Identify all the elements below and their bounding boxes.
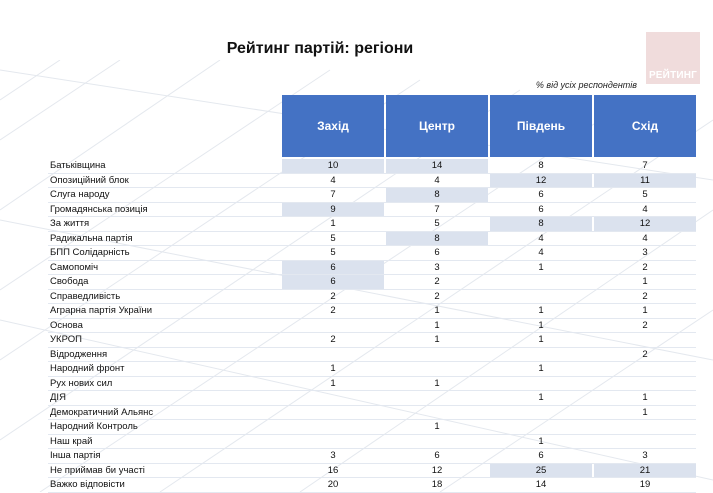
table-cell: 1 bbox=[538, 319, 544, 331]
table-cell bbox=[386, 391, 488, 405]
table-cell bbox=[490, 406, 592, 420]
table-cell: 2 bbox=[642, 319, 648, 331]
row-label: Самопоміч bbox=[50, 261, 99, 273]
table-cell: 1 bbox=[642, 276, 648, 287]
row-label: Громадянська позиція bbox=[50, 203, 148, 215]
row-label: Батьківщина bbox=[50, 160, 106, 171]
table-cell bbox=[282, 319, 384, 333]
table-cell: 2 bbox=[434, 276, 440, 287]
table-cell: 8 bbox=[538, 160, 544, 171]
table-row bbox=[48, 435, 696, 450]
row-label: Відродження bbox=[50, 348, 108, 360]
table-cell bbox=[490, 377, 592, 391]
table-row bbox=[48, 304, 696, 319]
table-cell: 4 bbox=[538, 232, 544, 244]
table-cell: 5 bbox=[434, 218, 440, 229]
table-row bbox=[48, 333, 696, 348]
row-label: Наш край bbox=[50, 435, 93, 447]
row-label: Важко відповісти bbox=[50, 479, 125, 490]
table-cell: 21 bbox=[594, 464, 696, 478]
table-row bbox=[48, 478, 696, 493]
table-cell: 1 bbox=[642, 392, 648, 403]
table-cell: 7 bbox=[434, 203, 440, 215]
row-label: Слуга народу bbox=[50, 189, 110, 200]
table-cell bbox=[282, 435, 384, 449]
table-cell bbox=[594, 435, 696, 449]
table-cell: 2 bbox=[330, 334, 336, 345]
table-cell: 14 bbox=[535, 479, 547, 490]
table-cell: 25 bbox=[490, 464, 592, 478]
table-cell: 6 bbox=[538, 203, 544, 215]
table-cell: 1 bbox=[434, 334, 440, 345]
table-cell: 16 bbox=[327, 464, 339, 476]
table-cell: 8 bbox=[386, 232, 488, 246]
table-cell: 1 bbox=[538, 392, 544, 403]
row-label: Опозиційний блок bbox=[50, 174, 129, 186]
table-cell: 1 bbox=[538, 334, 544, 345]
table-row bbox=[48, 246, 696, 261]
row-label: Рух нових сил bbox=[50, 377, 113, 389]
table-cell bbox=[282, 391, 384, 405]
table-row bbox=[48, 159, 696, 174]
table-cell: 4 bbox=[434, 174, 440, 186]
table-cell: 12 bbox=[594, 217, 696, 231]
row-label: Свобода bbox=[50, 276, 89, 287]
table-cell: 6 bbox=[538, 189, 544, 200]
table-cell bbox=[386, 362, 488, 376]
table-row bbox=[48, 391, 696, 406]
table-cell: 19 bbox=[639, 479, 651, 490]
table-cell: 5 bbox=[642, 189, 648, 200]
table-cell: 1 bbox=[330, 377, 336, 389]
table-row bbox=[48, 188, 696, 203]
table-cell: 6 bbox=[538, 450, 544, 461]
row-label: Радикальна партія bbox=[50, 232, 133, 244]
row-label: Народний фронт bbox=[50, 363, 125, 374]
row-label: Аграрна партія України bbox=[50, 305, 153, 316]
table-cell bbox=[386, 435, 488, 449]
table-cell: 20 bbox=[327, 479, 339, 490]
table-cell: 6 bbox=[282, 261, 384, 275]
row-label: Народний Контроль bbox=[50, 421, 138, 432]
row-label: Інша партія bbox=[50, 450, 101, 461]
table-cell: 1 bbox=[330, 218, 336, 229]
row-label: Справедливість bbox=[50, 290, 121, 302]
table-cell: 1 bbox=[538, 435, 544, 447]
table-cell bbox=[490, 420, 592, 434]
table-cell: 18 bbox=[431, 479, 443, 490]
table-cell: 3 bbox=[330, 450, 336, 461]
table-cell: 8 bbox=[490, 217, 592, 231]
table-cell: 1 bbox=[642, 406, 648, 418]
table-row bbox=[48, 449, 696, 464]
table-cell: 1 bbox=[538, 363, 544, 374]
column-header-center: Центр bbox=[386, 95, 488, 157]
row-label: Демократичний Альянс bbox=[50, 406, 154, 418]
table-cell: 2 bbox=[330, 305, 336, 316]
table-cell bbox=[594, 420, 696, 434]
table-cell bbox=[282, 348, 384, 362]
column-header-west: Захід bbox=[282, 95, 384, 157]
table-row bbox=[48, 232, 696, 247]
table-body bbox=[48, 159, 696, 493]
table-row bbox=[48, 406, 696, 421]
table-cell: 5 bbox=[330, 247, 336, 258]
table-row bbox=[48, 377, 696, 392]
row-label: Основа bbox=[50, 319, 83, 331]
table-cell: 10 bbox=[282, 159, 384, 173]
brand-logo-text: РЕЙТИНГ bbox=[648, 70, 698, 81]
table-cell: 3 bbox=[434, 261, 440, 273]
table-cell bbox=[490, 348, 592, 362]
table-cell: 2 bbox=[642, 290, 648, 302]
table-row bbox=[48, 174, 696, 189]
table-cell: 7 bbox=[642, 160, 648, 171]
row-label: УКРОП bbox=[50, 334, 82, 345]
table-row bbox=[48, 348, 696, 363]
table-cell bbox=[386, 348, 488, 362]
table-cell: 1 bbox=[538, 305, 544, 316]
page-title: Рейтинг партій: регіони bbox=[226, 40, 414, 57]
table-header bbox=[48, 95, 696, 157]
table-cell: 6 bbox=[434, 247, 440, 258]
table-cell: 4 bbox=[642, 232, 648, 244]
table-cell: 14 bbox=[386, 159, 488, 173]
ratings-table bbox=[48, 95, 696, 493]
table-cell bbox=[594, 333, 696, 347]
table-cell: 1 bbox=[434, 319, 440, 331]
table-cell: 3 bbox=[642, 450, 648, 461]
table-cell: 12 bbox=[431, 464, 443, 476]
table-row bbox=[48, 275, 696, 290]
table-cell: 1 bbox=[538, 261, 544, 273]
table-cell bbox=[490, 290, 592, 304]
table-cell: 1 bbox=[434, 421, 440, 432]
header-blank bbox=[48, 95, 280, 157]
table-cell: 1 bbox=[330, 363, 336, 374]
table-cell: 8 bbox=[386, 188, 488, 202]
table-cell: 3 bbox=[642, 247, 648, 258]
table-cell bbox=[282, 420, 384, 434]
table-cell: 12 bbox=[490, 174, 592, 188]
table-cell: 2 bbox=[330, 290, 336, 302]
table-cell: 1 bbox=[434, 305, 440, 316]
table-cell: 7 bbox=[330, 189, 336, 200]
column-header-south: Південь bbox=[490, 95, 592, 157]
table-cell: 11 bbox=[594, 174, 696, 188]
row-label: Не приймав би участі bbox=[50, 464, 145, 476]
row-label: За життя bbox=[50, 218, 90, 229]
table-cell: 4 bbox=[538, 247, 544, 258]
table-row bbox=[48, 290, 696, 305]
brand-logo bbox=[646, 32, 700, 84]
table-cell: 2 bbox=[642, 348, 648, 360]
table-row bbox=[48, 319, 696, 334]
table-cell: 4 bbox=[642, 203, 648, 215]
table-row bbox=[48, 217, 696, 232]
table-cell: 4 bbox=[330, 174, 336, 186]
table-row bbox=[48, 203, 696, 218]
table-cell: 2 bbox=[642, 261, 648, 273]
table-row bbox=[48, 362, 696, 377]
table-cell: 9 bbox=[282, 203, 384, 217]
table-cell bbox=[594, 362, 696, 376]
respondents-note: % від усіх респондентів bbox=[535, 80, 637, 90]
table-cell bbox=[594, 377, 696, 391]
row-label: ДІЯ bbox=[50, 392, 66, 403]
row-label: БПП Солідарність bbox=[50, 247, 130, 258]
table-cell: 1 bbox=[434, 377, 440, 389]
table-cell bbox=[490, 275, 592, 289]
table-row bbox=[48, 464, 696, 479]
table-cell bbox=[282, 406, 384, 420]
table-cell: 1 bbox=[642, 305, 648, 316]
column-header-east: Схід bbox=[594, 95, 696, 157]
table-cell bbox=[386, 406, 488, 420]
table-row bbox=[48, 261, 696, 276]
table-cell: 6 bbox=[434, 450, 440, 461]
table-cell: 2 bbox=[434, 290, 440, 302]
table-cell: 5 bbox=[330, 232, 336, 244]
table-cell: 6 bbox=[282, 275, 384, 289]
table-row bbox=[48, 420, 696, 435]
